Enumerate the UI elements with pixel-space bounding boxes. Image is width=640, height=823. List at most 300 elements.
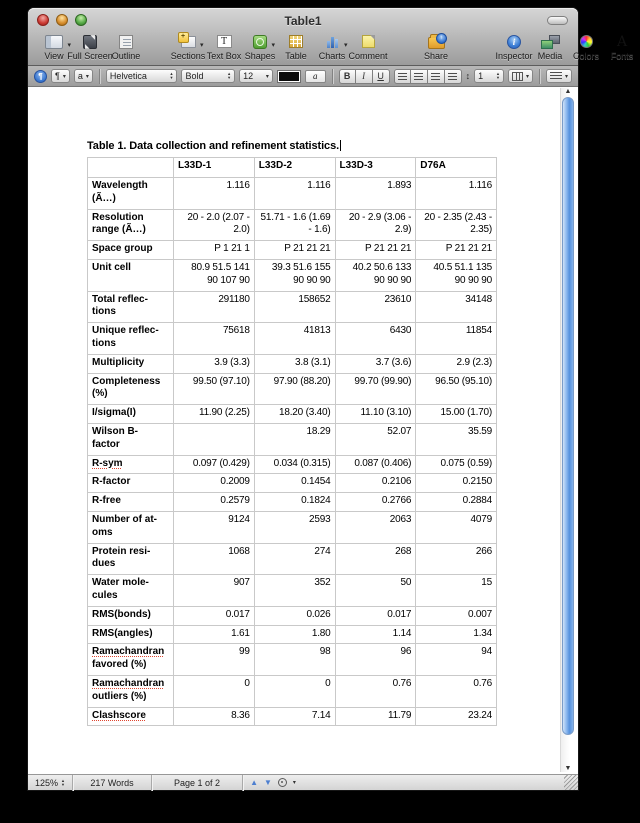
table-row (88, 474, 497, 493)
row-label-text: RMS(bonds) (92, 608, 151, 620)
toolbar-toggle-button[interactable] (547, 16, 568, 25)
toolbar-button-label: Media (537, 51, 563, 61)
toolbar-button-label: Text Box (206, 51, 242, 61)
row-label-text: factor (92, 438, 120, 450)
row-label-text: I/sigma(I) (92, 407, 136, 419)
table-row (88, 675, 497, 707)
align-right-icon (431, 73, 440, 80)
table-cell[interactable]: 98 (254, 644, 335, 676)
row-label-text: favored (%) (92, 659, 147, 671)
table-cell[interactable]: 0.017 (174, 606, 255, 625)
bold-button[interactable]: B (339, 69, 356, 84)
table-cell[interactable]: 9124 (174, 511, 255, 543)
columns-dropdown[interactable] (508, 69, 533, 83)
row-label-text: tions (92, 337, 116, 349)
table-cell[interactable]: 1.80 (254, 625, 335, 644)
table-cell[interactable]: 2593 (254, 511, 335, 543)
table-cell[interactable]: 1.116 (174, 178, 255, 210)
character-style-dropdown[interactable] (74, 69, 93, 83)
table-row (88, 373, 497, 405)
align-center-icon (414, 73, 423, 80)
table-cell[interactable]: 1068 (174, 543, 255, 575)
table-row-label[interactable] (88, 241, 174, 260)
toolbar-icon-wrap (580, 33, 593, 50)
table-cell[interactable]: 35.59 (416, 423, 497, 455)
toolbar-button-label: Outline (111, 51, 141, 61)
table-caption-text: Table 1. Data collection and refinement statistics. (87, 140, 340, 152)
document-area (28, 87, 578, 774)
page (87, 140, 499, 726)
align-left-icon (398, 73, 407, 80)
table-row-label[interactable] (88, 511, 174, 543)
table-cell[interactable]: 907 (174, 575, 255, 607)
table-row-label[interactable] (88, 575, 174, 607)
table-cell[interactable]: 8.36 (174, 707, 255, 726)
table-cell[interactable]: 96 (335, 644, 416, 676)
align-right-button[interactable] (428, 69, 445, 84)
window-header (28, 8, 634, 66)
toolbar-button-inspector[interactable] (496, 33, 532, 61)
table-cell[interactable]: 158652 (254, 291, 335, 323)
row-label-text: Unique reflec- (92, 325, 159, 337)
minimize-button[interactable] (56, 14, 68, 26)
table-cell[interactable]: 1.61 (174, 625, 255, 644)
table-row-label[interactable] (88, 606, 174, 625)
row-label-text: tions (92, 306, 116, 318)
full-screen-icon (83, 35, 97, 49)
toolbar-button-fonts[interactable] (604, 33, 640, 61)
table-cell[interactable]: 40.5 51.1 135 90 90 90 (416, 259, 497, 291)
toolbar-icon-wrap (362, 33, 375, 50)
table-row (88, 543, 497, 575)
table-cell[interactable]: 3.9 (3.3) (174, 354, 255, 373)
table-row (88, 493, 497, 512)
row-label-text: (Ã…) (92, 192, 116, 204)
table-cell[interactable]: 3.7 (3.6) (335, 354, 416, 373)
line-spacing-select[interactable] (474, 69, 504, 83)
table-row (88, 241, 497, 260)
table-cell[interactable]: 99 (174, 644, 255, 676)
row-label-text: oms (92, 526, 113, 538)
table-cell[interactable]: 11854 (416, 323, 497, 355)
table-cell[interactable]: 0.2106 (335, 474, 416, 493)
row-label-text: Total reflec- (92, 293, 148, 305)
row-label-text: outliers (%) (92, 690, 147, 702)
table-row (88, 209, 497, 241)
table-cell[interactable]: 11.79 (335, 707, 416, 726)
chevron-down-icon: ▾ (525, 73, 529, 80)
scrollbar-thumb[interactable] (562, 97, 574, 735)
text-insertion-cursor (340, 140, 341, 151)
line-spacing-icon: ↕ (465, 71, 471, 81)
table-cell[interactable]: 99.50 (97.10) (174, 373, 255, 405)
table-row (88, 323, 497, 355)
table-cell[interactable]: 0.2766 (335, 493, 416, 512)
table-row-label[interactable] (88, 543, 174, 575)
format-bar (28, 66, 578, 87)
statistics-table (87, 157, 497, 726)
table-row-label[interactable] (88, 493, 174, 512)
toolbar-button-colors[interactable] (568, 33, 604, 61)
table-cell[interactable]: 2063 (335, 511, 416, 543)
toolbar-button-label: Colors (572, 51, 599, 61)
table-cell[interactable]: 1.116 (416, 178, 497, 210)
table-cell[interactable]: 20 - 2.0 (2.07 - 2.0) (174, 209, 255, 241)
colors-icon (580, 35, 593, 48)
table-row (88, 178, 497, 210)
row-label-text: Number of at- (92, 513, 157, 525)
chevron-down-icon: ▾ (265, 73, 269, 80)
table-body (88, 178, 497, 726)
table-cell[interactable]: 51.71 - 1.6 (1.69 - 1.6) (254, 209, 335, 241)
paragraph-style-value: ¶ (55, 71, 60, 81)
table-cell[interactable]: 352 (254, 575, 335, 607)
toolbar-button-table[interactable] (278, 33, 314, 61)
table-cell[interactable]: 39.3 51.6 155 90 90 90 (254, 259, 335, 291)
table-row-label[interactable] (88, 373, 174, 405)
text-box-icon: T (217, 35, 232, 48)
divider (539, 69, 540, 84)
row-label-text: Wavelength (92, 180, 148, 191)
font-size-value: 12 (243, 71, 254, 81)
table-cell[interactable]: 0.2884 (416, 493, 497, 512)
toolbar-button-comment[interactable] (350, 33, 386, 61)
table-cell[interactable]: 1.893 (335, 178, 416, 210)
table-cell[interactable]: 0.2009 (174, 474, 255, 493)
table-cell[interactable]: 41813 (254, 323, 335, 355)
table-cell[interactable]: 0.097 (0.429) (174, 455, 255, 474)
table-cell[interactable]: P 21 21 21 (335, 241, 416, 260)
chevron-down-icon: ▾ (62, 73, 66, 80)
table-cell[interactable]: 20 - 2.9 (3.06 - 2.9) (335, 209, 416, 241)
window-resize-grip[interactable] (564, 775, 578, 790)
table-cell[interactable]: 11.90 (2.25) (174, 405, 255, 424)
toolbar-icon-wrap (83, 33, 97, 50)
chevron-down-icon: ▾ (85, 73, 89, 80)
table-row-label[interactable] (88, 354, 174, 373)
toolbar-icon-wrap (507, 33, 521, 50)
toolbar-button-label: Full Screen (67, 51, 113, 61)
table-cell[interactable]: 7.14 (254, 707, 335, 726)
table-cell[interactable]: 4079 (416, 511, 497, 543)
share-icon (428, 37, 445, 49)
table-cell[interactable]: 99.70 (99.90) (335, 373, 416, 405)
align-center-button[interactable] (411, 69, 428, 84)
toolbar-button-share[interactable] (418, 33, 454, 61)
table-cell[interactable]: 18.20 (3.40) (254, 405, 335, 424)
fonts-icon: A (616, 33, 628, 50)
next-page-button[interactable]: ▼ (263, 777, 272, 787)
table-cell[interactable]: 1.34 (416, 625, 497, 644)
shapes-icon (253, 35, 267, 49)
toolbar-button-sections[interactable] (170, 33, 206, 61)
gear-icon[interactable] (278, 778, 287, 787)
table-row-label[interactable] (88, 291, 174, 323)
scroll-up-arrow-icon[interactable]: ▲ (564, 88, 572, 95)
font-style-value: Bold (185, 71, 204, 81)
table-cell[interactable]: 0.007 (416, 606, 497, 625)
table-cell[interactable]: 20 - 2.35 (2.43 - 2.35) (416, 209, 497, 241)
table-column-header[interactable]: L33D-1 (174, 158, 255, 178)
text-style-buttons (339, 69, 390, 84)
table-cell[interactable]: 0.1824 (254, 493, 335, 512)
inspector-icon: i (507, 35, 521, 49)
scroll-down-arrow-icon[interactable]: ▼ (564, 765, 572, 772)
table-row (88, 644, 497, 676)
table-cell[interactable]: 80.9 51.5 141 90 107 90 (174, 259, 255, 291)
divider (332, 69, 333, 84)
row-label-text: Protein resi- (92, 545, 151, 557)
row-label-text: (%) (92, 388, 108, 400)
table-cell[interactable] (174, 423, 255, 455)
table-cell[interactable]: 94 (416, 644, 497, 676)
toolbar-icon-wrap (289, 33, 303, 50)
table-cell[interactable]: 40.2 50.6 133 90 90 90 (335, 259, 416, 291)
table-cell[interactable]: 0.76 (416, 675, 497, 707)
toolbar-icon-wrap (45, 33, 71, 50)
table-row (88, 625, 497, 644)
toolbar-button-label: Sections (170, 51, 206, 61)
divider (99, 69, 100, 84)
row-label-text: Water mole- (92, 577, 149, 589)
toolbar-button-full-screen[interactable] (67, 33, 113, 61)
toolbar-icon-wrap (428, 33, 445, 50)
table-cell[interactable]: 2.9 (2.3) (416, 354, 497, 373)
table-row (88, 707, 497, 726)
table-header (88, 158, 497, 178)
outline-icon (119, 35, 133, 49)
table-row (88, 423, 497, 455)
toolbar-button-media[interactable] (532, 33, 568, 61)
table-row (88, 354, 497, 373)
table-row-label[interactable] (88, 675, 174, 707)
window-controls (37, 14, 87, 26)
table-cell[interactable]: 0.76 (335, 675, 416, 707)
row-label-text: range (Ã…) (92, 224, 146, 236)
row-label-text: Multiplicity (92, 356, 145, 368)
text-color-well[interactable] (277, 70, 301, 83)
table-cell[interactable]: 0.026 (254, 606, 335, 625)
table-cell[interactable]: 23.24 (416, 707, 497, 726)
toolbar-button-label: Share (423, 51, 449, 61)
toolbar-button-text-box[interactable] (206, 33, 242, 61)
toolbar (28, 33, 634, 65)
table-cell[interactable]: 34148 (416, 291, 497, 323)
toolbar-button-label: View (44, 51, 64, 61)
toolbar-button-charts[interactable] (314, 33, 350, 61)
table-cell[interactable]: 18.29 (254, 423, 335, 455)
table-row-label[interactable] (88, 259, 174, 291)
table-header-row (88, 158, 497, 178)
align-justify-button[interactable] (445, 69, 462, 84)
row-label-text: Unit cell (92, 261, 131, 273)
table-cell[interactable]: 15 (416, 575, 497, 607)
table-cell[interactable]: P 21 21 21 (416, 241, 497, 260)
comment-icon (362, 35, 375, 48)
close-button[interactable] (37, 14, 49, 26)
toolbar-icon-wrap (617, 33, 627, 50)
list-icon (550, 72, 562, 81)
chevron-down-icon: ▾ (292, 780, 296, 786)
toolbar-icon-wrap (253, 33, 275, 50)
toolbar-button-label: Inspector (495, 51, 533, 61)
chevron-down-icon: ▾ (199, 42, 204, 49)
chevron-down-icon: ▾ (67, 42, 71, 49)
paragraph-style-dropdown[interactable] (51, 69, 70, 83)
alignment-buttons (394, 69, 462, 84)
toolbar-button-label: Fonts (610, 51, 634, 61)
table-cell[interactable]: 0.087 (0.406) (335, 455, 416, 474)
table-cell[interactable]: 3.8 (3.1) (254, 354, 335, 373)
page-indicator: Page 1 of 2 (173, 777, 221, 788)
align-left-button[interactable] (394, 69, 411, 84)
align-justify-icon (448, 73, 457, 80)
table-column-header[interactable]: L33D-3 (335, 158, 416, 178)
toolbar-button-shapes[interactable] (242, 33, 278, 61)
table-row-label[interactable] (88, 707, 174, 726)
stepper-icon: ▲ ▼ (496, 71, 500, 80)
titlebar[interactable] (28, 8, 578, 33)
row-label-text: R-factor (92, 476, 131, 488)
table-row-label[interactable] (88, 625, 174, 644)
table-row (88, 455, 497, 474)
table-cell[interactable]: 50 (335, 575, 416, 607)
table-row-label[interactable] (88, 178, 174, 210)
table-cell[interactable]: P 21 21 21 (254, 241, 335, 260)
line-spacing-value: 1 (478, 71, 484, 81)
table-row (88, 606, 497, 625)
italic-button[interactable]: I (356, 69, 373, 84)
word-count: 217 Words (90, 777, 134, 788)
status-bar (28, 774, 578, 790)
row-label-text: Resolution (92, 211, 144, 223)
table-cell[interactable]: 266 (416, 543, 497, 575)
table-icon (289, 35, 303, 48)
table-cell[interactable]: 0.2579 (174, 493, 255, 512)
table-corner-cell[interactable] (88, 158, 174, 178)
row-label-text: dues (92, 558, 116, 570)
row-label-text: Ramachandran (92, 646, 165, 658)
table-cell[interactable]: 291180 (174, 291, 255, 323)
zoom-level: 125% (35, 777, 59, 788)
row-label-text: Clashscore (92, 709, 146, 721)
toolbar-button-label: Charts (318, 51, 346, 61)
row-label-text: Wilson B- (92, 425, 139, 437)
toolbar-icon-wrap (119, 33, 133, 50)
table-row (88, 511, 497, 543)
zoom-stepper-icon[interactable]: ▲ ▼ (61, 777, 65, 787)
table-row-label[interactable] (88, 423, 174, 455)
table-cell[interactable]: 75618 (174, 323, 255, 355)
charts-icon (325, 35, 340, 48)
table-row-label[interactable] (88, 455, 174, 474)
paragraph-styles-icon[interactable]: ¶ (34, 70, 47, 83)
stepper-icon: ▲ ▼ (169, 71, 174, 80)
row-label-text: Completeness (92, 375, 161, 387)
table-cell[interactable]: 0.2150 (416, 474, 497, 493)
chevron-down-icon: ▾ (564, 73, 568, 80)
toolbar-icon-wrap (325, 33, 348, 50)
table-row (88, 291, 497, 323)
table-row (88, 575, 497, 607)
font-family-value: Helvetica (109, 71, 147, 81)
table-row (88, 259, 497, 291)
pages-window (28, 8, 634, 790)
highlight-color-well[interactable]: a (305, 70, 326, 83)
columns-icon (512, 72, 523, 81)
list-style-dropdown[interactable] (546, 69, 572, 83)
table-row-label[interactable] (88, 405, 174, 424)
vertical-scrollbar[interactable] (560, 88, 575, 772)
row-label-text: Ramachandran (92, 677, 165, 689)
row-label-text: R-free (92, 495, 121, 507)
table-cell[interactable]: 52.07 (335, 423, 416, 455)
window-title: Table1 (284, 13, 322, 28)
toolbar-icon-wrap (541, 33, 560, 50)
table-cell[interactable]: 15.00 (1.70) (416, 405, 497, 424)
table-cell[interactable]: P 1 21 1 (174, 241, 255, 260)
chevron-down-icon: ▾ (271, 42, 275, 49)
table-cell[interactable]: 0.1454 (254, 474, 335, 493)
table-column-header[interactable]: D76A (416, 158, 497, 178)
table-caption[interactable] (87, 140, 499, 152)
table-cell[interactable]: 0 (174, 675, 255, 707)
stepper-icon: ▲ ▼ (227, 71, 232, 80)
table-cell[interactable]: 1.14 (335, 625, 416, 644)
table-cell[interactable]: 0.075 (0.59) (416, 455, 497, 474)
table-cell[interactable]: 268 (335, 543, 416, 575)
table-row-label[interactable] (88, 644, 174, 676)
table-row-label[interactable] (88, 474, 174, 493)
previous-page-button[interactable]: ▲ (250, 777, 258, 787)
font-style-select[interactable] (181, 69, 235, 83)
table-column-header[interactable]: L33D-2 (254, 158, 335, 178)
toolbar-icon-wrap (181, 33, 204, 50)
toolbar-button-label: Table (285, 51, 307, 61)
zoom-button[interactable] (75, 14, 87, 26)
table-cell[interactable]: 11.10 (3.10) (335, 405, 416, 424)
font-size-select[interactable] (239, 69, 273, 83)
table-row (88, 405, 497, 424)
table-cell[interactable]: 0.034 (0.315) (254, 455, 335, 474)
sections-icon (181, 36, 196, 48)
media-icon (541, 35, 560, 49)
row-label-text: Space group (92, 243, 153, 255)
toolbar-button-outline[interactable] (108, 33, 144, 61)
page-navigation (243, 775, 303, 790)
toolbar-icon-wrap (217, 33, 232, 50)
chevron-down-icon: ▾ (343, 42, 348, 49)
table-cell[interactable]: 97.90 (88.20) (254, 373, 335, 405)
row-label-text: RMS(angles) (92, 627, 153, 639)
table-cell[interactable]: 0 (254, 675, 335, 707)
view-icon (45, 35, 63, 49)
table-cell[interactable]: 1.116 (254, 178, 335, 210)
table-cell[interactable]: 0.017 (335, 606, 416, 625)
font-family-select[interactable] (106, 69, 178, 83)
table-row-label[interactable] (88, 209, 174, 241)
table-row-label[interactable] (88, 323, 174, 355)
toolbar-button-label: Comment (348, 51, 388, 61)
table-cell[interactable]: 6430 (335, 323, 416, 355)
table-cell[interactable]: 96.50 (95.10) (416, 373, 497, 405)
row-label-text: R-sym (92, 457, 123, 469)
table-cell[interactable]: 274 (254, 543, 335, 575)
toolbar-button-label: Shapes (244, 51, 276, 61)
zoom-control[interactable] (28, 775, 72, 790)
table-cell[interactable]: 23610 (335, 291, 416, 323)
underline-button[interactable]: U (373, 69, 390, 84)
